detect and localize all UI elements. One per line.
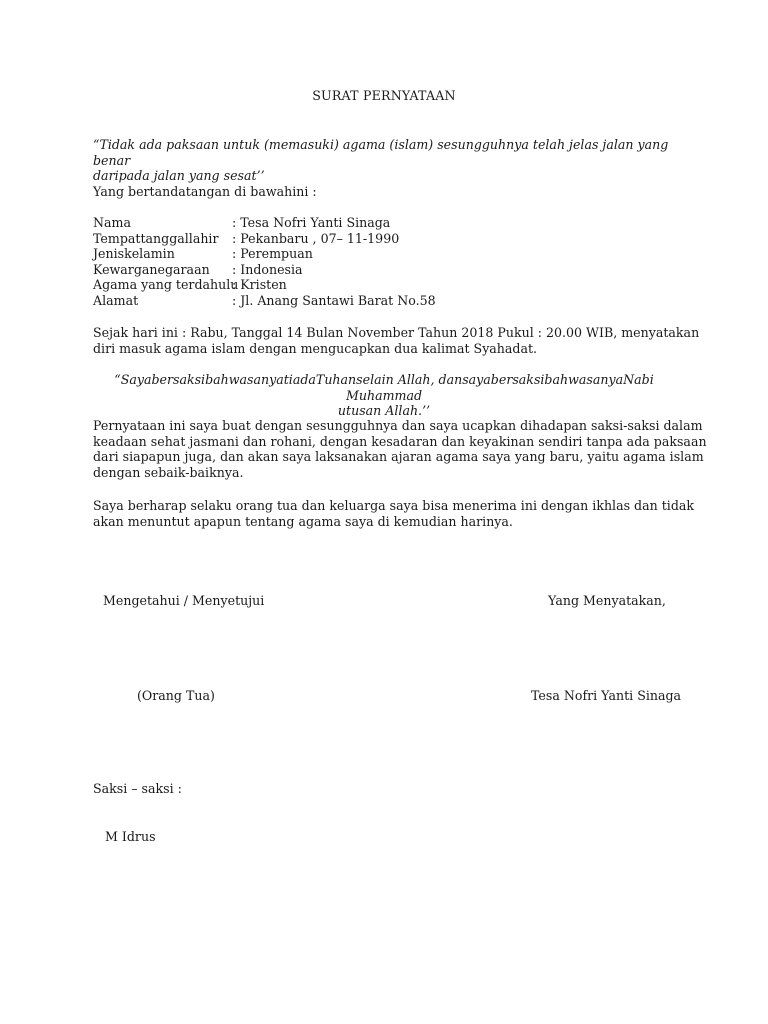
paragraph-line: diri masuk agama islam dengan mengucapkan dua kalimat Syahadat. (93, 340, 538, 356)
paragraph-line: akan menuntut apapun tentang agama saya di kemudian harinya. (93, 513, 513, 529)
identity-row-citizenship (93, 262, 436, 278)
paragraph-line: dari siapapun juga, dan akan saya laksanakan ajaran agama saya yang baru, yaitu agama islam (93, 449, 704, 465)
approval-heading: Mengetahui / Menyetujui (103, 593, 265, 608)
shahada-quote (93, 372, 675, 419)
identity-value: : Jl. Anang Santawi Barat No.58 (232, 292, 436, 308)
identity-value: : Indonesia (232, 261, 303, 277)
identity-row-name (93, 215, 436, 231)
identity-table (93, 215, 436, 309)
identity-label: Agama yang terdahulu (93, 277, 239, 293)
identity-row-birth (93, 231, 436, 247)
parent-signature-name: (Orang Tua) (137, 688, 215, 703)
shahada-line: “SayabersaksibahwasanyatiadaTuhanselain Allah, dansayabersaksibahwasanyaNabi Muhammad (114, 372, 654, 403)
paragraph-line: Saya berharap selaku orang tua dan keluarga saya bisa menerima ini dengan ikhlas dan tidak (93, 498, 695, 513)
paragraph-line: Pernyataan ini saya buat dengan sesungguhnya dan saya ucapkan dihadapan saksi-saksi dalam (93, 418, 703, 433)
paragraph-line: dengan sebaik-baiknya. (93, 464, 244, 480)
opening-quote (93, 137, 675, 184)
hope-paragraph (93, 498, 695, 529)
identity-value: : Perempuan (232, 246, 313, 262)
identity-label: Alamat (93, 292, 139, 308)
quote-line: daripada jalan yang sesat’’ (93, 168, 265, 184)
identity-value: : Pekanbaru , 07– 11-1990 (232, 230, 400, 246)
identity-label: Nama (93, 215, 131, 230)
witness-heading: Saksi – saksi : (93, 781, 182, 796)
declarant-signature-name: Tesa Nofri Yanti Sinaga (531, 688, 682, 703)
document-title: SURAT PERNYATAAN (312, 88, 456, 103)
quote-line: “Tidak ada paksaan untuk (memasuki) agama (islam) sesungguhnya telah jelas jalan yang benar (93, 137, 669, 168)
intro-text: Yang bertandatangan di bawahini : (93, 184, 317, 199)
identity-value: : Kristen (232, 277, 287, 293)
declarant-heading: Yang Menyatakan, (548, 593, 666, 608)
identity-row-address (93, 293, 436, 309)
identity-label: Kewarganegaraan (93, 261, 210, 277)
witness-name: M Idrus (105, 829, 156, 844)
identity-label: Jeniskelamin (93, 246, 175, 262)
declaration-paragraph (93, 325, 700, 356)
paragraph-line: keadaan sehat jasmani dan rohani, dengan kesadaran dan keyakinan sendiri tanpa ada paksaan (93, 433, 707, 449)
shahada-line: utusan Allah.’’ (337, 403, 431, 419)
identity-row-previous-religion (93, 277, 436, 293)
identity-label: Tempattanggallahir (93, 230, 219, 246)
paragraph-line: Sejak hari ini : Rabu, Tanggal 14 Bulan November Tahun 2018 Pukul : 20.00 WIB, menyatakan (93, 325, 700, 340)
identity-value: : Tesa Nofri Yanti Sinaga (232, 215, 391, 230)
statement-paragraph (93, 418, 707, 480)
identity-row-gender (93, 246, 436, 262)
